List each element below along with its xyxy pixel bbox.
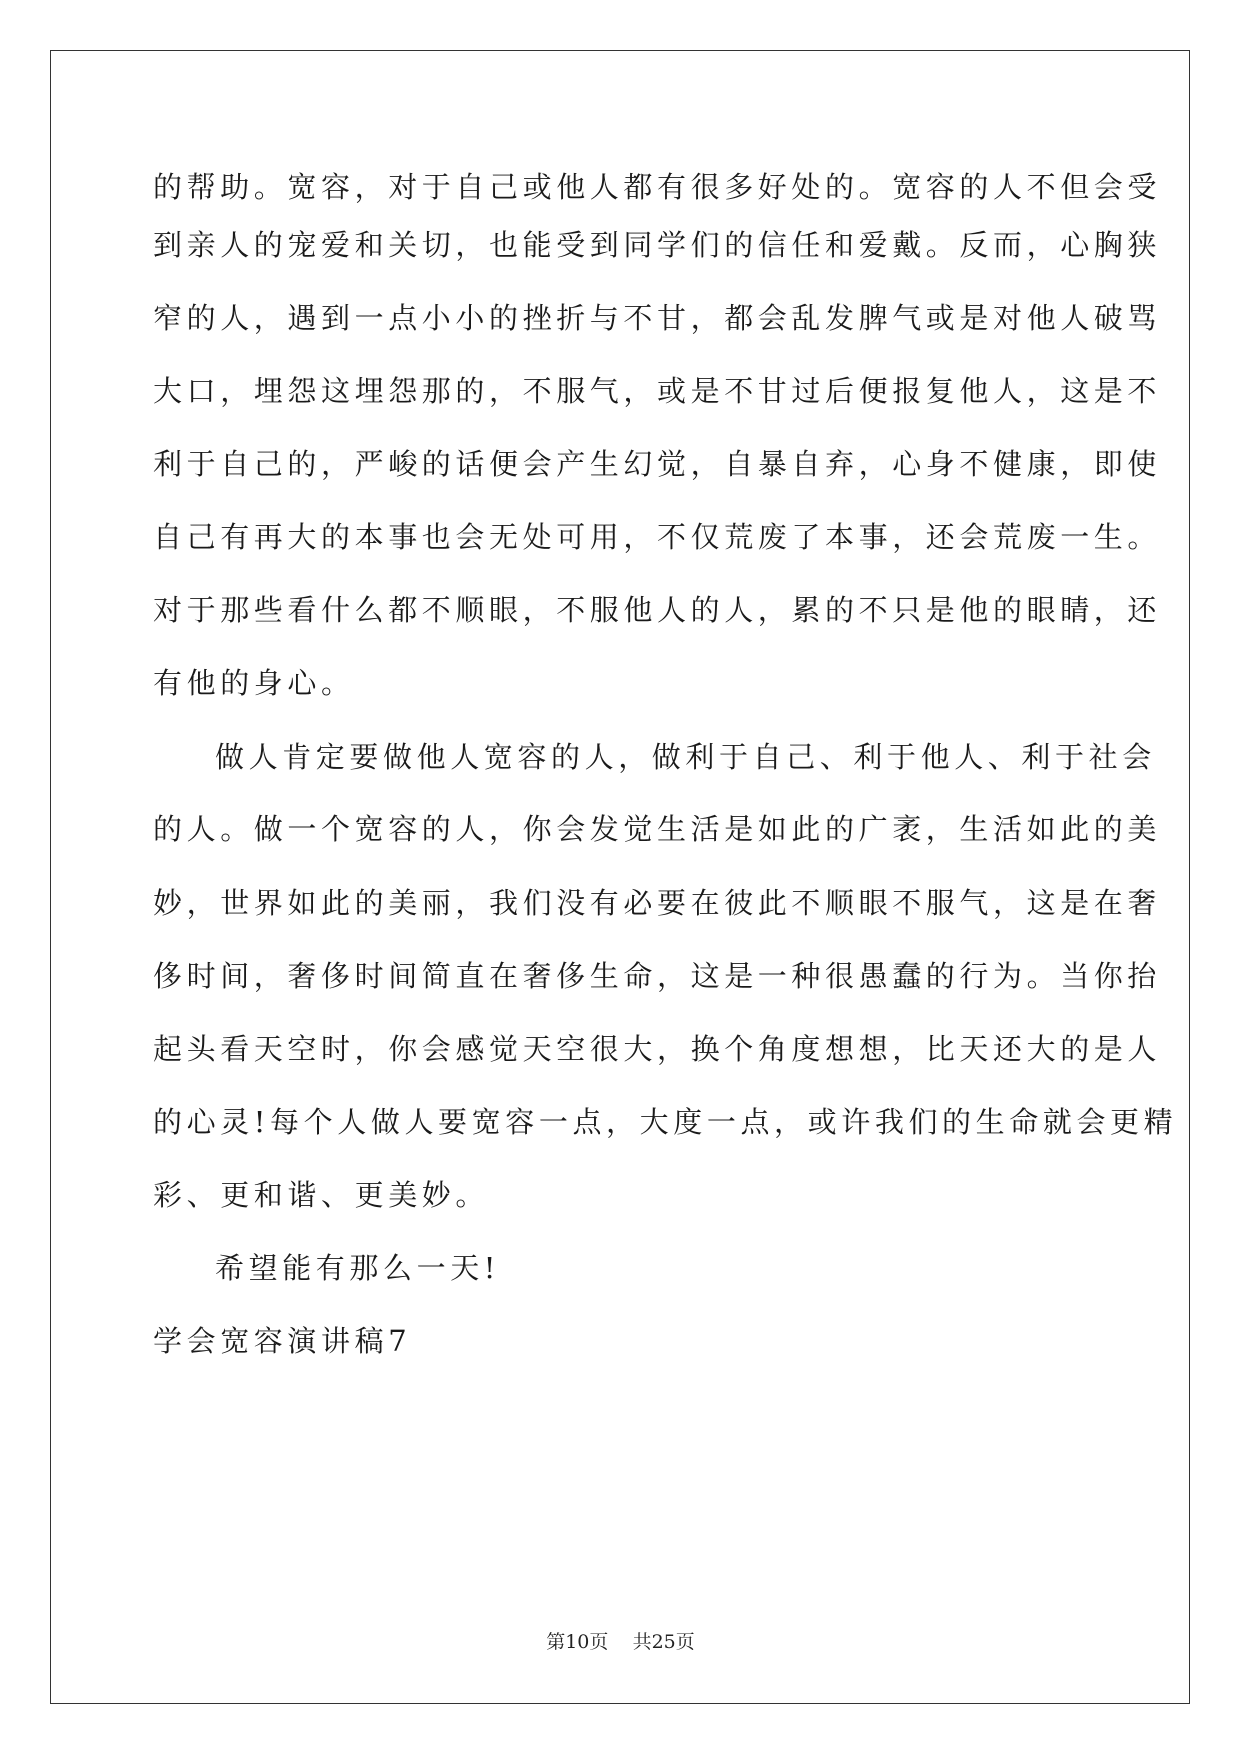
text-line: 的心灵!每个人做人要宽容一点，大度一点，或许我们的生命就会更精: [153, 1105, 1178, 1139]
paragraph-first-line: 做人肯定要做他人宽容的人，做利于自己、利于他人、利于社会: [215, 740, 1156, 774]
section-heading: 学会宽容演讲稿7: [153, 1324, 412, 1358]
text-line: 利于自己的，严峻的话便会产生幻觉，自暴自弃，心身不健康，即使: [153, 447, 1162, 481]
total-pages-number: 25: [651, 1631, 676, 1653]
text-line: 妙，世界如此的美丽，我们没有必要在彼此不顺眼不服气，这是在奢: [153, 886, 1162, 920]
text-line: 大口，埋怨这埋怨那的，不服气，或是不甘过后便报复他人，这是不: [153, 374, 1162, 408]
page-footer: [0, 1630, 1241, 1654]
footer-spacer: [608, 1631, 632, 1653]
text-line: 的人。做一个宽容的人，你会发觉生活是如此的广袤，生活如此的美: [153, 812, 1162, 846]
text-line: 起头看天空时，你会感觉天空很大，换个角度想想，比天还大的是人: [153, 1032, 1162, 1066]
text-line: 侈时间，奢侈时间简直在奢侈生命，这是一种很愚蠢的行为。当你抬: [153, 959, 1162, 993]
text-line: 自己有再大的本事也会无处可用，不仅荒废了本事，还会荒废一生。: [153, 520, 1162, 554]
page-label-prefix: 第: [546, 1631, 566, 1653]
page-label-suffix: 页: [589, 1631, 609, 1653]
text-line: 到亲人的宠爱和关切，也能受到同学们的信任和爱戴。反而，心胸狭: [153, 228, 1162, 262]
text-line: 对于那些看什么都不顺眼，不服他人的人，累的不只是他的眼睛，还: [153, 593, 1162, 627]
text-line: 有他的身心。: [153, 666, 355, 700]
total-label-prefix: 共: [632, 1631, 652, 1653]
text-line: 彩、更和谐、更美妙。: [153, 1178, 490, 1212]
total-label-suffix: 页: [675, 1631, 695, 1653]
text-line: 的帮助。宽容，对于自己或他人都有很多好处的。宽容的人不但会受: [153, 170, 1162, 204]
paragraph-first-line: 希望能有那么一天!: [215, 1251, 501, 1285]
page-border: [50, 50, 1190, 1704]
text-line: 窄的人，遇到一点小小的挫折与不甘，都会乱发脾气或是对他人破骂: [153, 301, 1162, 335]
current-page-number: 10: [565, 1631, 590, 1653]
